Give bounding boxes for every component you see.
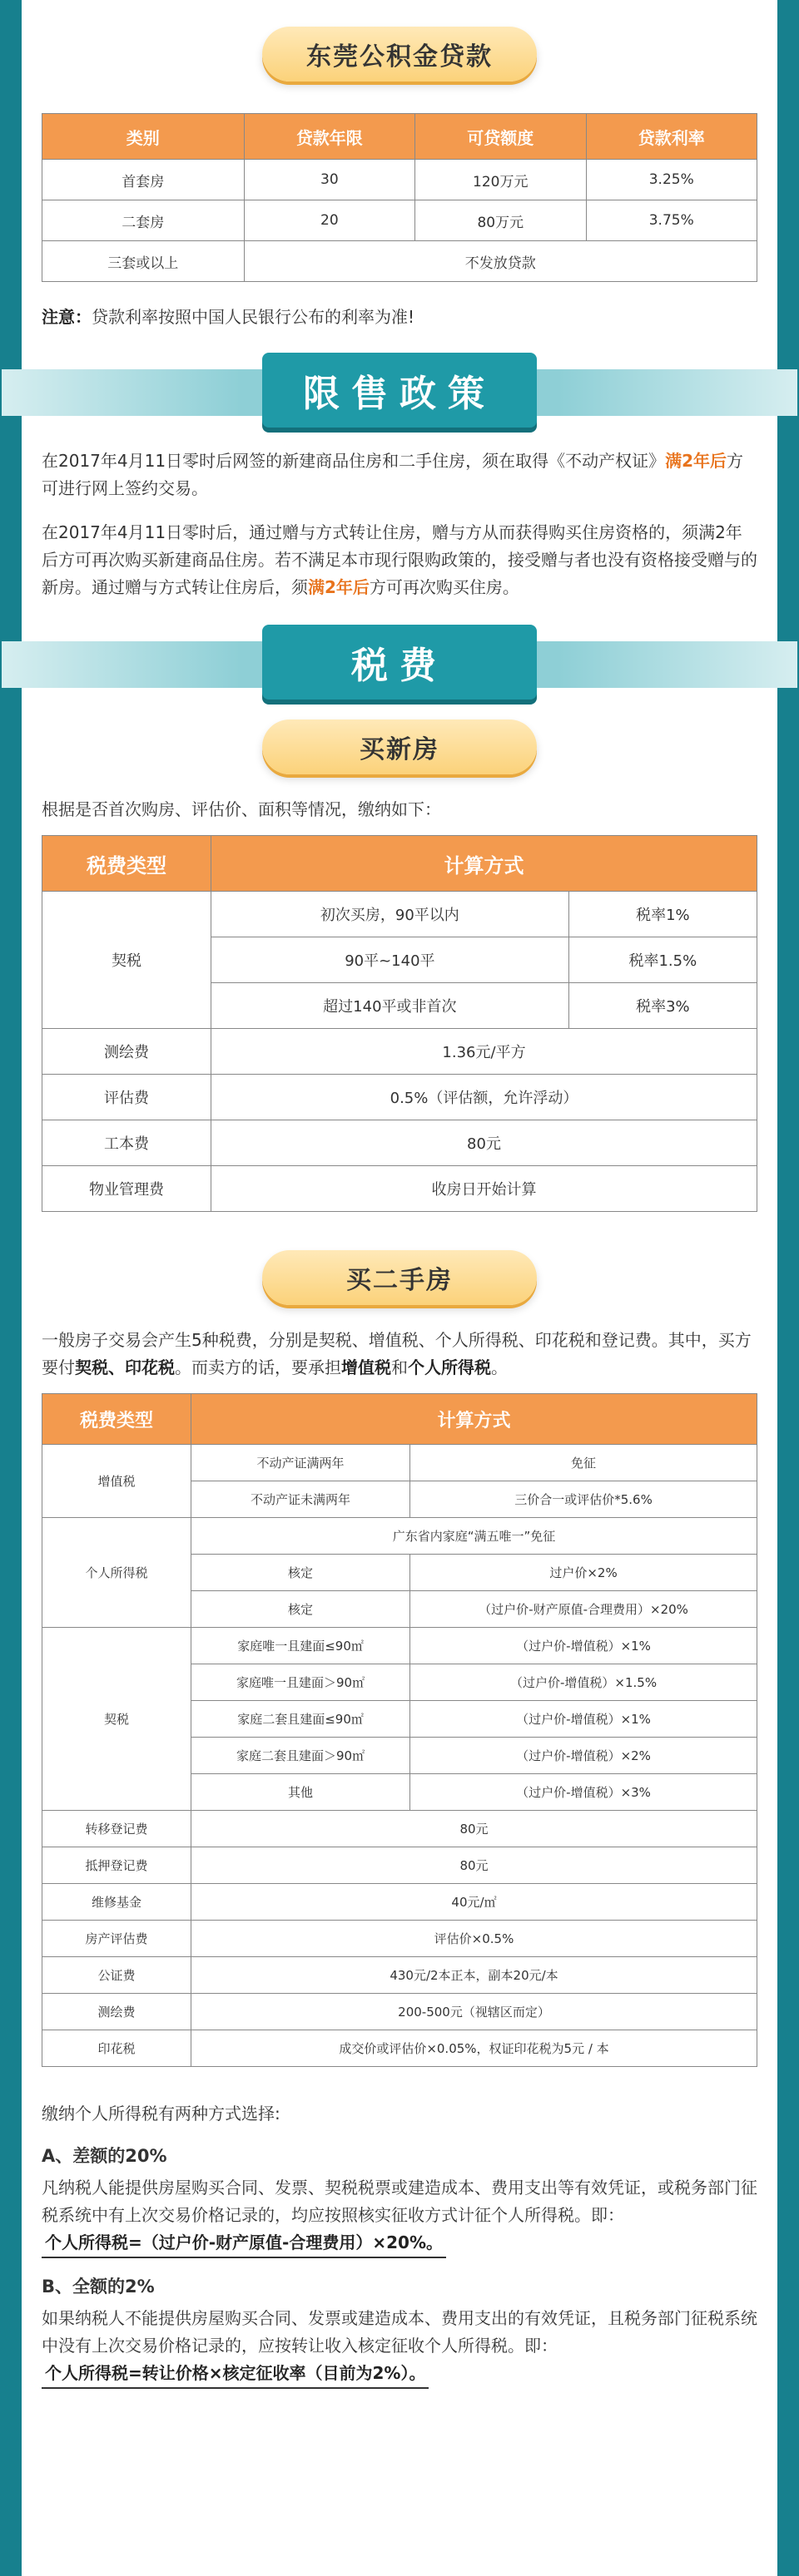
table-cell: 核定 — [191, 1591, 410, 1628]
table-cell: 200-500元（视辖区而定） — [191, 1994, 757, 2030]
table-row — [42, 1994, 757, 2030]
table-cell: 20 — [244, 200, 414, 241]
table-row — [42, 892, 757, 937]
pit-option-b-title: B、全额的2% — [42, 2277, 155, 2297]
table-cell: 80元 — [191, 1811, 757, 1847]
highlight-text: 满2年后 — [665, 451, 727, 471]
table-cell: 税率1.5% — [568, 937, 757, 983]
text-run: 在2017年4月11日零时后，通过赠与方式转让住房，赠与方从而获得购买住房资格的，须满2年后方可再次购买新建商品住房。若不满足本市现行限购政策的，接受赠与者也没有资格接受赠与的新房。通过赠与方式转让住房后，须 — [42, 522, 757, 597]
table-cell: 物业管理费 — [42, 1166, 211, 1212]
highlight-text: 满2年后 — [308, 577, 370, 597]
table-cell: 不发放贷款 — [244, 241, 757, 282]
table-cell: 税率1% — [568, 892, 757, 937]
table-cell: 契税 — [42, 892, 211, 1029]
table-cell: 3.75% — [586, 200, 757, 241]
table-cell: 首套房 — [42, 160, 245, 200]
table-cell: 家庭唯一且建面＞90㎡ — [191, 1664, 410, 1701]
table-row — [42, 1075, 757, 1120]
text-run: 和 — [391, 1357, 408, 1377]
table-cell: 90平~140平 — [211, 937, 569, 983]
table-cell: 房产评估费 — [42, 1921, 191, 1957]
new-house-title: 买新房 — [262, 719, 537, 774]
loan-title: 东莞公积金贷款 — [262, 27, 537, 82]
table-cell: 收房日开始计算 — [211, 1166, 757, 1212]
table-cell: 超过140平或非首次 — [211, 983, 569, 1029]
loan-header-amount: 可贷额度 — [415, 114, 586, 160]
table-row — [42, 1884, 757, 1921]
table-cell: 测绘费 — [42, 1994, 191, 2030]
table-row — [42, 1628, 757, 1664]
table-cell: 测绘费 — [42, 1029, 211, 1075]
table-cell: 广东省内家庭“满五唯一”免征 — [191, 1518, 757, 1555]
table-cell: 抵押登记费 — [42, 1847, 191, 1884]
restrict-banner — [2, 353, 797, 433]
table-cell: 1.36元/平方 — [211, 1029, 757, 1075]
header-calculation: 计算方式 — [211, 836, 757, 892]
header-tax-type: 税费类型 — [42, 1394, 191, 1445]
table-cell: （过户价-增值税）×3% — [410, 1774, 757, 1811]
table-cell: 评估价×0.5% — [191, 1921, 757, 1957]
table-cell: 0.5%（评估额，允许浮动） — [211, 1075, 757, 1120]
table-cell: 维修基金 — [42, 1884, 191, 1921]
table-cell: 120万元 — [415, 160, 586, 200]
second-house-title: 买二手房 — [262, 1250, 537, 1305]
loan-table — [42, 113, 757, 282]
table-cell: （过户价-财产原值-合理费用）×20% — [410, 1591, 757, 1628]
pit-intro: 缴纳个人所得税有两种方式选择: — [42, 2104, 280, 2124]
new-house-intro: 根据是否首次购房、评估价、面积等情况，缴纳如下： — [42, 799, 441, 819]
restrict-paragraph-1 — [42, 447, 757, 502]
table-row — [42, 1847, 757, 1884]
loan-header-category: 类别 — [42, 114, 245, 160]
tax-banner — [2, 625, 797, 705]
table-cell: 税率3% — [568, 983, 757, 1029]
restrict-title: 限售政策 — [262, 353, 537, 428]
table-cell: （过户价-增值税）×1.5% — [410, 1664, 757, 1701]
pit-option-b-text — [42, 2305, 757, 2389]
table-cell: 二套房 — [42, 200, 245, 241]
text-run: 。而卖方的话，要承担 — [175, 1357, 341, 1377]
table-cell: 家庭二套且建面＞90㎡ — [191, 1738, 410, 1774]
table-cell: 免征 — [410, 1445, 757, 1481]
table-cell: 印花税 — [42, 2030, 191, 2067]
note-label: 注意： — [42, 307, 92, 327]
note-text: 贷款利率按照中国人民银行公布的利率为准! — [92, 307, 415, 327]
table-row — [42, 1518, 757, 1555]
document-page — [22, 0, 777, 2576]
table-cell: 三价合一或评估价*5.6% — [410, 1481, 757, 1518]
table-cell: 80元 — [211, 1120, 757, 1166]
table-cell: 其他 — [191, 1774, 410, 1811]
table-row — [42, 1120, 757, 1166]
header-calculation: 计算方式 — [191, 1394, 757, 1445]
text-run: 一般房子交易会产生5种税费，分别是契税、增值税、个人所得税、印花税和登记费。其中，买方要付 — [42, 1330, 752, 1377]
table-row — [42, 2030, 757, 2067]
table-row — [42, 1445, 757, 1481]
table-cell: 评估费 — [42, 1075, 211, 1120]
table-cell: 430元/2本正本，副本20元/本 — [191, 1957, 757, 1994]
text-run: 方可再次购买住房。 — [369, 577, 519, 597]
table-cell: 不动产证未满两年 — [191, 1481, 410, 1518]
pit-option-a-title: A、差额的20% — [42, 2146, 167, 2166]
loan-note — [42, 304, 757, 328]
table-row — [42, 1957, 757, 1994]
table-cell: 80元 — [191, 1847, 757, 1884]
table-cell: 过户价×2% — [410, 1555, 757, 1591]
table-row — [42, 1811, 757, 1847]
table-row — [42, 241, 757, 282]
text-run: 凡纳税人能提供房屋购买合同、发票、契税税票或建造成本、费用支出等有效凭证，或税务部门征税系统中有上次交易价格记录的，均应按照核实征收方式计征个人所得税。即： — [42, 2178, 757, 2225]
text-run: 。 — [491, 1357, 508, 1377]
second-house-intro — [42, 1327, 757, 1382]
bold-text: 个人所得税 — [408, 1357, 491, 1377]
table-row — [42, 1166, 757, 1212]
bold-text: 增值税 — [341, 1357, 391, 1377]
header-tax-type: 税费类型 — [42, 836, 211, 892]
restrict-paragraph-2 — [42, 519, 757, 601]
table-cell: 家庭二套且建面≤90㎡ — [191, 1701, 410, 1738]
loan-header-rate: 贷款利率 — [586, 114, 757, 160]
text-run: 如果纳税人不能提供房屋购买合同、发票或建造成本、费用支出的有效凭证，且税务部门征税系统中没有上次交易价格记录的，应按转让收入核定征收个人所得税。即： — [42, 2308, 757, 2356]
pit-formula-b: 个人所得税=转让价格×核定征收率（目前为2%）。 — [42, 2360, 429, 2389]
table-row — [42, 1921, 757, 1957]
table-cell: 80万元 — [415, 200, 586, 241]
table-cell: 30 — [244, 160, 414, 200]
table-cell: （过户价-增值税）×1% — [410, 1628, 757, 1664]
second-house-table — [42, 1393, 757, 2067]
text-run: 方可进行网上签约交易。 — [42, 451, 743, 498]
loan-header-years: 贷款年限 — [244, 114, 414, 160]
table-cell: 40元/㎡ — [191, 1884, 757, 1921]
table-row — [42, 160, 757, 200]
table-cell: 三套或以上 — [42, 241, 245, 282]
table-cell: 家庭唯一且建面≤90㎡ — [191, 1628, 410, 1664]
tax-title: 税费 — [262, 625, 537, 700]
table-cell: 核定 — [191, 1555, 410, 1591]
table-cell: 增值税 — [42, 1445, 191, 1518]
table-row — [42, 1029, 757, 1075]
table-cell: （过户价-增值税）×2% — [410, 1738, 757, 1774]
pit-formula-a: 个人所得税=（过户价-财产原值-合理费用）×20%。 — [42, 2229, 446, 2258]
table-cell: 3.25% — [586, 160, 757, 200]
table-cell: 不动产证满两年 — [191, 1445, 410, 1481]
table-cell: （过户价-增值税）×1% — [410, 1701, 757, 1738]
table-row — [42, 200, 757, 241]
pit-option-a-text — [42, 2174, 757, 2258]
new-house-table — [42, 835, 757, 1212]
table-cell: 契税 — [42, 1628, 191, 1811]
text-run: 在2017年4月11日零时后网签的新建商品住房和二手住房，须在取得《不动产权证》 — [42, 451, 666, 471]
table-cell: 初次买房，90平以内 — [211, 892, 569, 937]
table-cell: 转移登记费 — [42, 1811, 191, 1847]
table-cell: 个人所得税 — [42, 1518, 191, 1628]
table-cell: 成交价或评估价×0.05%，权证印花税为5元 / 本 — [191, 2030, 757, 2067]
bold-text: 契税、印花税 — [75, 1357, 175, 1377]
table-cell: 工本费 — [42, 1120, 211, 1166]
table-cell: 公证费 — [42, 1957, 191, 1994]
